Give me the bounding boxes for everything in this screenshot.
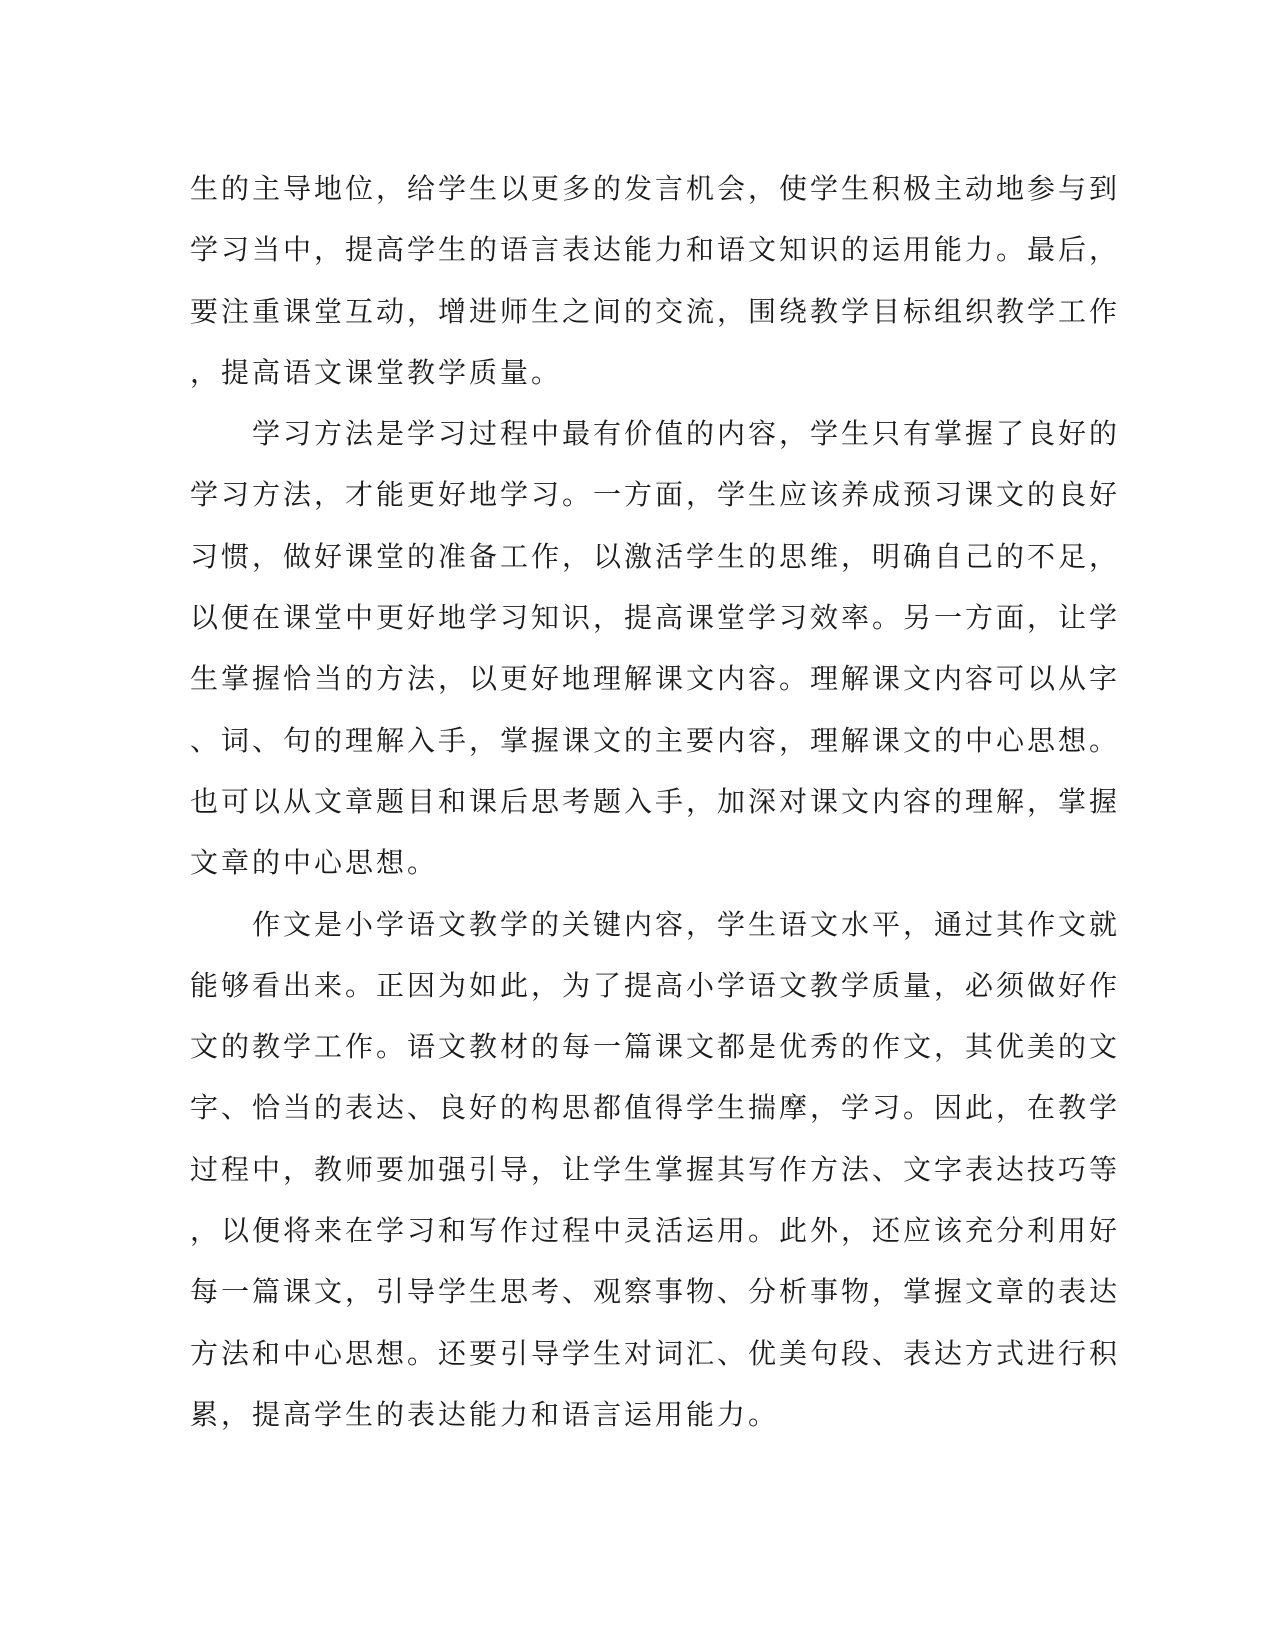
paragraph-3 xyxy=(190,894,1121,1446)
text-line: 以便在课堂中更好地学习知识，提高课堂学习效率。另一方面，让学 xyxy=(190,601,1121,635)
text-line: 、词、句的理解入手，掌握课文的主要内容，理解课文的中心思想。 xyxy=(190,723,1121,757)
text-line: ，提高语文课堂教学质量。 xyxy=(190,355,563,389)
text-line: 方法和中心思想。还要引导学生对词汇、优美句段、表达方式进行积 xyxy=(190,1336,1121,1370)
text-line: 学习当中，提高学生的语言表达能力和语文知识的运用能力。最后， xyxy=(190,233,1121,267)
text-line: 累，提高学生的表达能力和语言运用能力。 xyxy=(190,1397,780,1431)
text-line: 学习方法，才能更好地学习。一方面，学生应该养成预习课文的良好 xyxy=(190,478,1121,512)
document-body xyxy=(190,158,1121,1445)
text-line: 学习方法是学习过程中最有价值的内容，学生只有掌握了良好的 xyxy=(190,417,1121,451)
text-line: 也可以从文章题目和课后思考题入手，加深对课文内容的理解，掌握 xyxy=(190,784,1121,818)
text-line: 生掌握恰当的方法，以更好地理解课文内容。理解课文内容可以从字 xyxy=(190,662,1121,696)
text-line: 文的教学工作。语文教材的每一篇课文都是优秀的作文，其优美的文 xyxy=(190,1030,1121,1064)
text-line: 习惯，做好课堂的准备工作，以激活学生的思维，明确自己的不足， xyxy=(190,539,1121,573)
text-line: 作文是小学语文教学的关键内容，学生语文水平，通过其作文就 xyxy=(190,907,1121,941)
paragraph-1 xyxy=(190,158,1121,403)
text-line: ，以便将来在学习和写作过程中灵活运用。此外，还应该充分利用好 xyxy=(190,1214,1121,1248)
text-line: 每一篇课文，引导学生思考、观察事物、分析事物，掌握文章的表达 xyxy=(190,1275,1121,1309)
text-line: 文章的中心思想。 xyxy=(190,846,439,880)
text-line: 要注重课堂互动，增进师生之间的交流，围绕教学目标组织教学工作 xyxy=(190,294,1121,328)
text-line: 能够看出来。正因为如此，为了提高小学语文教学质量，必须做好作 xyxy=(190,968,1121,1002)
text-line: 生的主导地位，给学生以更多的发言机会，使学生积极主动地参与到 xyxy=(190,172,1121,205)
paragraph-2 xyxy=(190,403,1121,893)
text-line: 过程中，教师要加强引导，让学生掌握其写作方法、文字表达技巧等 xyxy=(190,1152,1121,1186)
text-line: 字、恰当的表达、良好的构思都值得学生揣摩，学习。因此，在教学 xyxy=(190,1091,1121,1125)
